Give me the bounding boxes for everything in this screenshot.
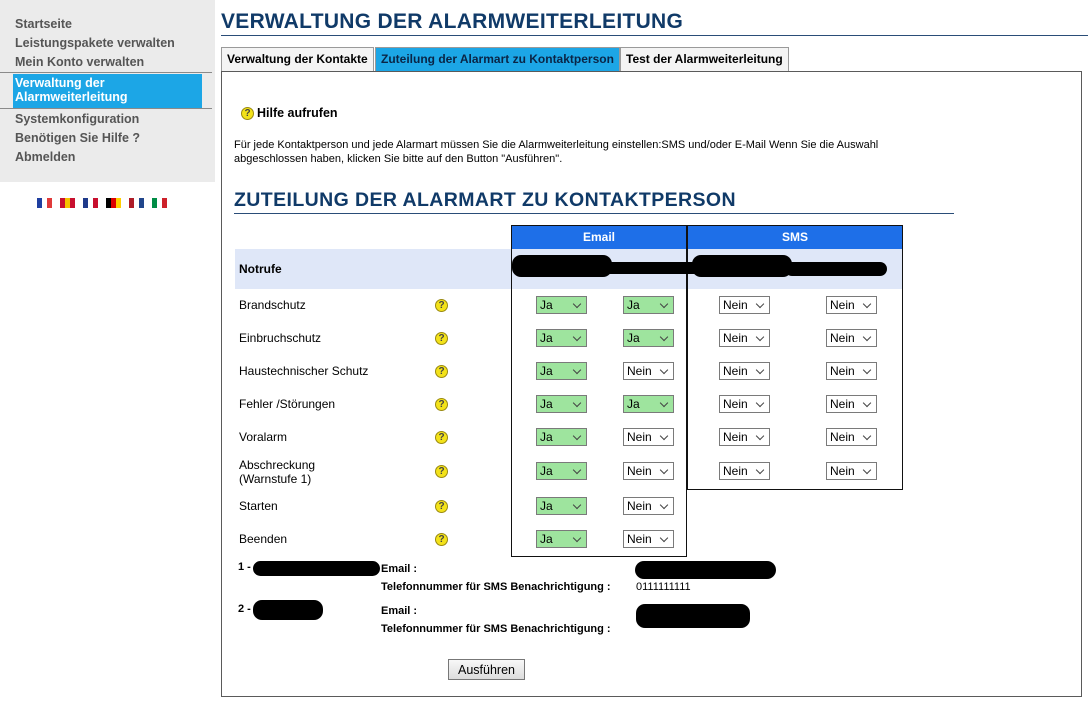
menu-item-alarmweiterleitung-line2: Alarmweiterleitung	[15, 90, 128, 104]
email-select[interactable]: Ja	[623, 395, 674, 413]
email-select[interactable]: Ja	[623, 296, 674, 314]
alarm-row-label: Voralarm	[239, 430, 288, 444]
help-icon[interactable]: ?	[435, 398, 448, 411]
contact-number: 2 -	[238, 603, 251, 615]
contact-phone-label: Telefonnummer für SMS Benachrichtigung :	[381, 581, 611, 593]
alarm-row-label: Haustechnischer Schutz	[239, 364, 369, 378]
email-select[interactable]: Ja	[536, 296, 587, 314]
contact-number: 1 -	[238, 561, 251, 573]
alarm-row-label: Einbruchschutz	[239, 331, 322, 345]
menu-item-abmelden[interactable]: Abmelden	[15, 150, 76, 164]
sms-select[interactable]: Nein	[719, 362, 770, 380]
sms-select[interactable]: Nein	[826, 296, 877, 314]
help-icon[interactable]: ?	[435, 365, 448, 378]
email-select[interactable]: Nein	[623, 462, 674, 480]
email-select[interactable]: Ja	[536, 362, 587, 380]
alarm-row-label: Beenden	[239, 532, 288, 546]
column-header-email: Email	[511, 225, 687, 249]
section-title: ZUTEILUNG DER ALARMART ZU KONTAKTPERSON	[234, 189, 736, 211]
redacted-contact-name-2	[692, 255, 792, 277]
tab-zuteilung[interactable]: Zuteilung der Alarmart zu Kontaktperson	[375, 47, 620, 71]
help-icon[interactable]: ?	[435, 332, 448, 345]
sms-select[interactable]: Nein	[826, 395, 877, 413]
alarm-row-label: Fehler /Störungen	[239, 397, 336, 411]
intro-text: Für jede Kontaktperson und jede Alarmart müssen Sie die Alarmweiterleitung einstellen:SMS und/oder E-Mail Wenn Sie die Auswahl abgeschlossen haben, klicken Sie bitte auf den Button "Ausführen".	[234, 139, 879, 165]
redacted-contact-name	[253, 600, 323, 620]
help-icon[interactable]: ?	[435, 465, 448, 478]
spanish-flag-icon[interactable]	[60, 198, 75, 208]
sms-select[interactable]: Nein	[826, 362, 877, 380]
sidebar	[0, 0, 215, 182]
contact-phone-value: 0111111111	[636, 581, 691, 593]
help-icon[interactable]: ?	[435, 500, 448, 513]
menu-divider	[0, 108, 212, 109]
contact-phone-label: Telefonnummer für SMS Benachrichtigung :	[381, 623, 611, 635]
help-icon[interactable]: ?	[435, 299, 448, 312]
menu-item-leistungspakete[interactable]: Leistungspakete verwalten	[15, 36, 175, 50]
redacted-contact-name-2	[785, 262, 887, 276]
email-select[interactable]: Nein	[623, 530, 674, 548]
german-flag-icon[interactable]	[106, 198, 121, 208]
email-select[interactable]: Ja	[536, 497, 587, 515]
help-link[interactable]	[241, 106, 338, 120]
alarm-row-label	[239, 458, 315, 486]
help-icon[interactable]: ?	[435, 533, 448, 546]
alarm-row-label: Starten	[239, 499, 278, 513]
column-header-sms: SMS	[687, 225, 903, 249]
help-icon: ?	[241, 107, 254, 120]
contact-email-label: Email :	[381, 563, 418, 575]
sms-select[interactable]: Nein	[719, 428, 770, 446]
email-select[interactable]: Ja	[536, 530, 587, 548]
email-select[interactable]: Ja	[623, 329, 674, 347]
french-flag-icon[interactable]	[37, 198, 52, 208]
email-select[interactable]: Nein	[623, 428, 674, 446]
email-select[interactable]: Nein	[623, 497, 674, 515]
menu-item-alarmweiterleitung[interactable]	[13, 74, 202, 108]
email-select[interactable]: Ja	[536, 395, 587, 413]
uk-flag-icon[interactable]	[83, 198, 98, 208]
submit-button[interactable]: Ausführen	[448, 659, 525, 680]
redacted-contact-name	[253, 561, 380, 576]
email-select[interactable]: Nein	[623, 362, 674, 380]
menu-item-systemkonfiguration[interactable]: Systemkonfiguration	[15, 112, 140, 126]
alarm-row-label: Brandschutz	[239, 298, 306, 312]
menu-item-hilfe[interactable]: Benötigen Sie Hilfe ?	[15, 131, 141, 145]
group-header-notrufe: Notrufe	[239, 262, 282, 276]
italian-flag-icon[interactable]	[152, 198, 167, 208]
sms-select[interactable]: Nein	[826, 462, 877, 480]
menu-item-startseite[interactable]: Startseite	[15, 17, 72, 31]
menu-item-alarmweiterleitung-line1: Verwaltung der	[15, 76, 105, 90]
dutch-flag-icon[interactable]	[129, 198, 144, 208]
redacted-email	[635, 561, 776, 579]
tab-test[interactable]: Test der Alarmweiterleitung	[620, 47, 789, 71]
sms-select[interactable]: Nein	[826, 329, 877, 347]
alarm-row-label-line2: (Warnstufe 1)	[239, 472, 312, 486]
redacted-email-phone	[636, 604, 750, 628]
contact-email-label: Email :	[381, 605, 418, 617]
sms-select[interactable]: Nein	[719, 296, 770, 314]
sms-select[interactable]: Nein	[719, 329, 770, 347]
help-icon[interactable]: ?	[435, 431, 448, 444]
redacted-contact-name-1	[512, 255, 612, 277]
sms-select[interactable]: Nein	[719, 395, 770, 413]
language-flags	[37, 198, 167, 208]
section-underline	[234, 213, 954, 214]
page-title: VERWALTUNG DER ALARMWEITERLEITUNG	[221, 10, 684, 33]
email-select[interactable]: Ja	[536, 428, 587, 446]
sms-select[interactable]: Nein	[719, 462, 770, 480]
menu-divider	[0, 72, 212, 73]
sms-select[interactable]: Nein	[826, 428, 877, 446]
tab-kontakte[interactable]: Verwaltung der Kontakte	[221, 47, 374, 71]
alarm-row-label-line1: Abschreckung	[239, 458, 316, 472]
email-select[interactable]: Ja	[536, 329, 587, 347]
help-link-label: Hilfe aufrufen	[257, 106, 338, 120]
menu-item-mein-konto[interactable]: Mein Konto verwalten	[15, 55, 145, 69]
title-underline	[221, 35, 1088, 36]
email-select[interactable]: Ja	[536, 462, 587, 480]
